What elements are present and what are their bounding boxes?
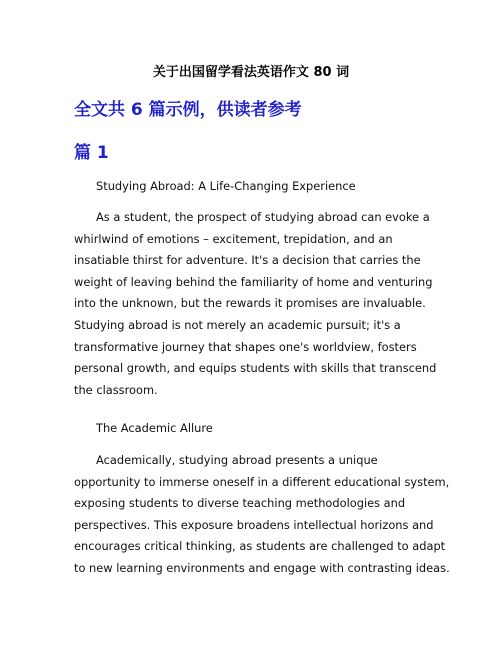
paragraph-1-line: personal growth, and equips students with skills that transcend [74,361,437,376]
paragraph-1-line: transformative journey that shapes one's worldview, fosters [74,339,417,354]
paragraph-1-line: Studying abroad is not merely an academic pursuit; it's a [74,317,401,332]
article-heading-1-text: Studying Abroad: A Life-Changing Experience [96,179,356,193]
paragraph-1-line: weight of leaving behind the familiarity of home and venturing [74,274,433,289]
paragraph-2 [74,450,450,580]
paragraph-2-line: exposing students to diverse teaching methodologies and [74,496,406,511]
paragraph-1-line: As a student, the prospect of studying abroad can evoke a [96,210,430,224]
paragraph-2-line: encourages critical thinking, as students are challenged to adapt [74,539,446,554]
paragraph-2-line: Academically, studying abroad presents a unique [96,453,378,467]
paragraph-1-line: into the unknown, but the rewards it promises are invaluable. [74,296,426,311]
paragraph-1-line: insatiable thirst for adventure. It's a decision that carries the [74,253,421,268]
document-subtitle: 全文共 6 篇示例，供读者参考 [74,100,302,120]
paragraph-2-line: perspectives. This exposure broadens intellectual horizons and [74,517,434,532]
paragraph-2-line: to new learning environments and engage with contrasting ideas. [74,560,450,575]
paragraph-1-line: the classroom. [74,382,158,397]
article-heading-2-text: The Academic Allure [96,421,213,435]
paragraph-1 [74,207,436,401]
paragraph-2-line: opportunity to immerse oneself in a different educational system, [74,474,450,489]
document-title: 关于出国留学看法英语作文 80 词 [152,65,350,80]
article-heading-1 [74,176,458,198]
paragraph-1-line: whirlwind of emotions – excitement, trepidation, and an [74,231,393,246]
article-heading-2 [74,418,458,440]
section-heading: 篇 1 [74,143,109,163]
